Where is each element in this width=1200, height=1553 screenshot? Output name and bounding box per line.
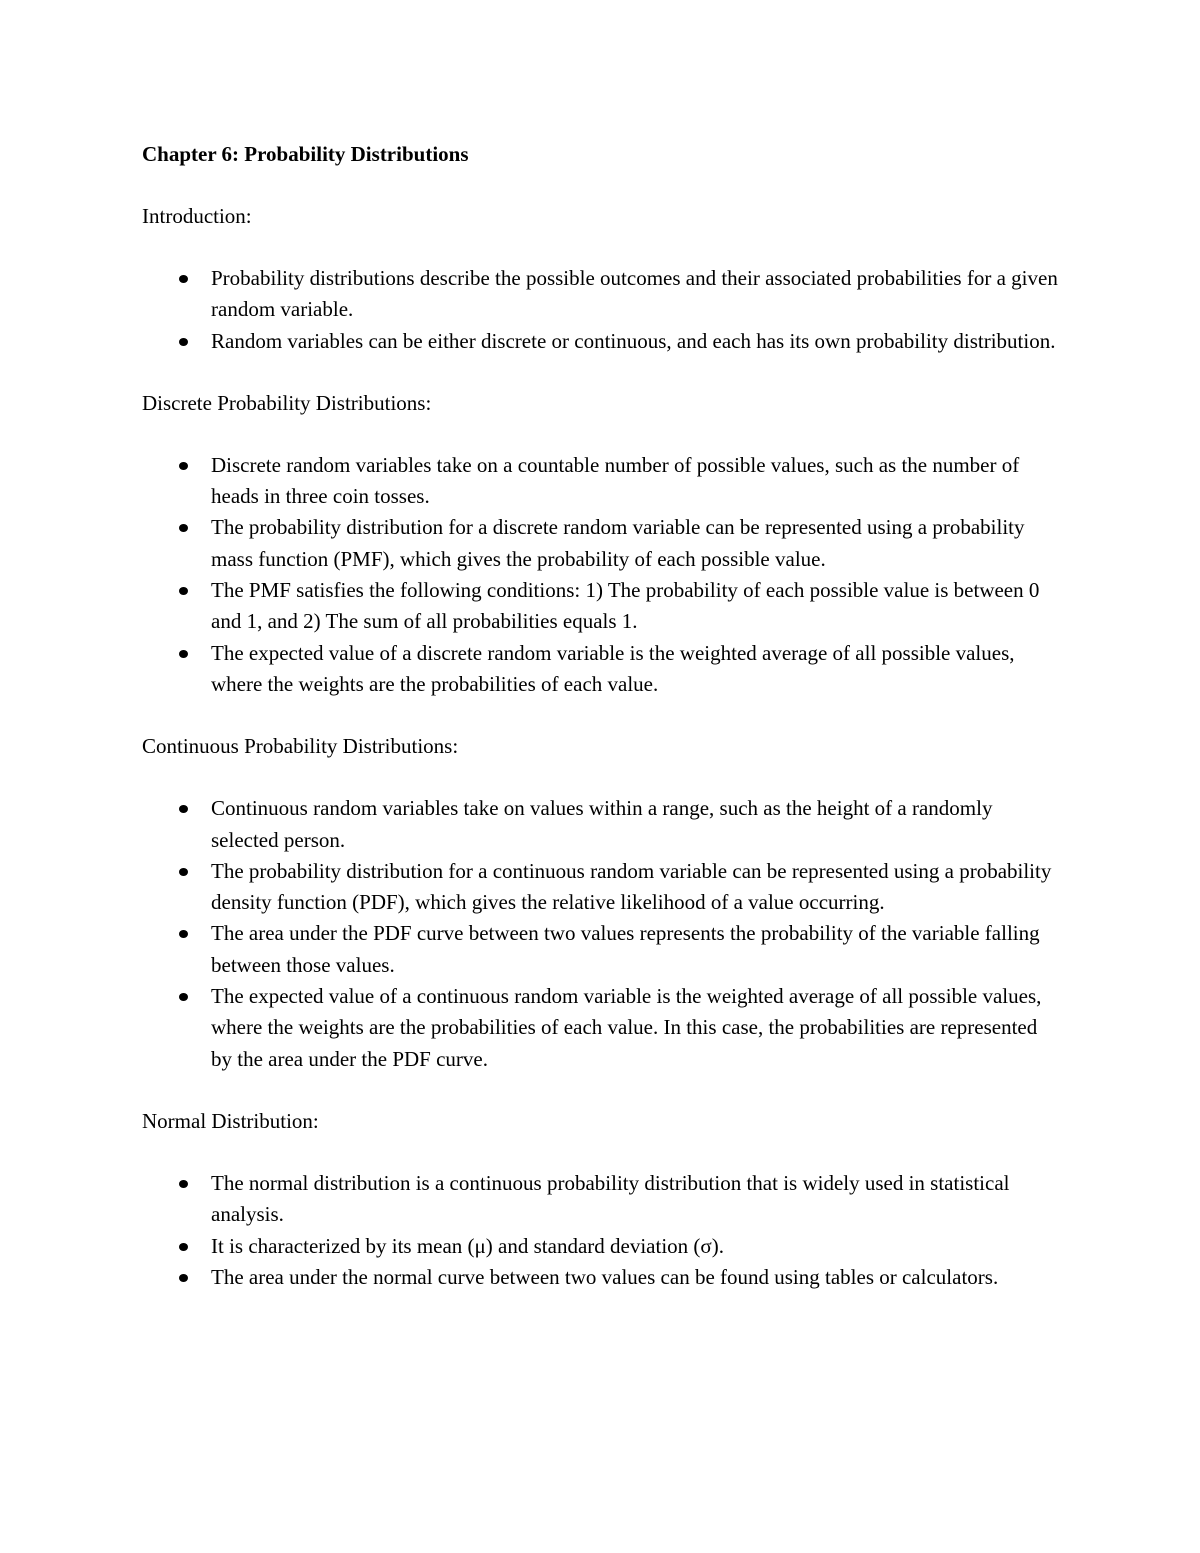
- list-item: [142, 793, 1062, 856]
- list-item: [142, 981, 1062, 1075]
- bullet-icon: [179, 805, 188, 813]
- section-heading-discrete: Discrete Probability Distributions:: [142, 390, 432, 415]
- bullet-icon: [179, 993, 188, 1001]
- list-item-text: Discrete random variables take on a countable number of possible values, such as the number of heads in three coin tosses.: [211, 452, 1020, 509]
- list-item: [142, 326, 1062, 357]
- list-item: [142, 918, 1062, 981]
- list-item: [142, 512, 1062, 575]
- list-item: [142, 575, 1062, 638]
- list-item: [142, 1262, 1062, 1293]
- section-heading-introduction: Introduction:: [142, 204, 252, 228]
- list-item-text: The area under the normal curve between two values can be found using tables or calculators.: [211, 1264, 999, 1289]
- list-item-text: Probability distributions describe the possible outcomes and their associated probabilities for a given random variable.: [211, 266, 1058, 322]
- bullet-icon: [179, 587, 188, 595]
- list-item-text: The expected value of a continuous random variable is the weighted average of all possible values, where the weights are the probabilities of each value. In this case, the probabilities are represented by the area under the PDF curve.: [211, 984, 1042, 1071]
- section-heading-normal: Normal Distribution:: [142, 1108, 319, 1133]
- bullet-icon: [179, 338, 188, 346]
- list-item: [142, 450, 1062, 513]
- document-page: [142, 139, 1062, 1324]
- list-item: [142, 1168, 1062, 1231]
- list-item-text: Random variables can be either discrete or continuous, and each has its own probability distribution.: [211, 328, 1056, 353]
- list-item: [142, 856, 1062, 919]
- list-item: [142, 1231, 1062, 1262]
- bullet-icon: [179, 868, 188, 876]
- bullet-icon: [179, 930, 188, 938]
- list-item-text: The expected value of a discrete random variable is the weighted average of all possible values, where the weights are the probabilities of each value.: [211, 640, 1015, 696]
- list-item-text: It is characterized by its mean (μ) and standard deviation (σ).: [211, 1233, 724, 1258]
- bullet-icon: [179, 524, 188, 532]
- list-item-text: The PMF satisfies the following conditions: 1) The probability of each possible value is between 0 and 1, and 2) The sum of all probabilities equals 1.: [211, 578, 1040, 634]
- document-title: Chapter 6: Probability Distributions: [142, 142, 469, 166]
- bullet-icon: [179, 650, 188, 658]
- bullet-icon: [179, 275, 188, 283]
- list-item-text: The probability distribution for a continuous random variable can be represented using a probability density function (PDF), which gives the relative likelihood of a value occurring.: [211, 858, 1052, 915]
- bullet-icon: [179, 462, 188, 470]
- list-item-text: The area under the PDF curve between two values represents the probability of the variable falling between those values.: [211, 921, 1040, 977]
- bullet-icon: [179, 1180, 188, 1188]
- list-item-text: The probability distribution for a discrete random variable can be represented using a probability mass function (PMF), which gives the probability of each possible value.: [211, 515, 1025, 571]
- bullet-icon: [179, 1243, 188, 1251]
- section-heading-continuous: Continuous Probability Distributions:: [142, 734, 459, 759]
- bullet-list-introduction: [142, 263, 1062, 357]
- bullet-list-continuous: [142, 793, 1062, 1075]
- bullet-list-normal: [142, 1168, 1062, 1293]
- list-item-text: The normal distribution is a continuous probability distribution that is widely used in statistical analysis.: [211, 1170, 1010, 1227]
- list-item: [142, 263, 1062, 326]
- bullet-icon: [179, 1274, 188, 1282]
- list-item: [142, 638, 1062, 701]
- bullet-list-discrete: [142, 450, 1062, 700]
- list-item-text: Continuous random variables take on values within a range, such as the height of a randomly selected person.: [211, 796, 993, 852]
